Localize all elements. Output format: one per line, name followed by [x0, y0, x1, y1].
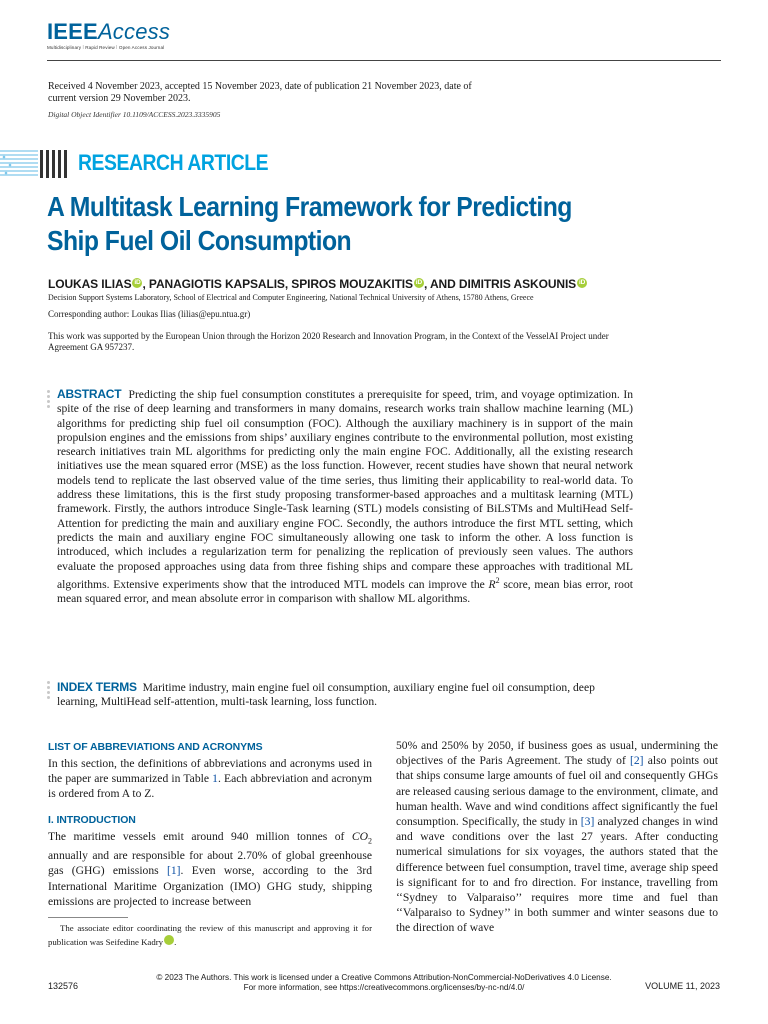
right-column — [396, 738, 718, 936]
header-divider — [47, 60, 721, 61]
orcid-icon[interactable]: iD — [164, 935, 174, 945]
right-column-paragraph — [396, 738, 718, 936]
section-heading-abbreviations: LIST OF ABBREVIATIONS AND ACRONYMS — [48, 741, 263, 753]
citation-link-1[interactable]: [1] — [166, 864, 181, 878]
index-terms-heading: INDEX TERMS — [57, 680, 137, 694]
publication-dates: Received 4 November 2023, accepted 15 November 2023, date of publication 21 November 2023, date of current version 29 November 2023. — [48, 81, 472, 104]
author-1: LOUKAS ILIAS — [48, 277, 132, 291]
journal-name-bold: IEEE — [47, 19, 98, 44]
footnote-text: The associate editor coordinating the review of this manuscript and approving it for publication was Seifedine Kadry — [48, 922, 372, 947]
license-link[interactable]: For more information, see https://creativecommons.org/licenses/by-nc-nd/4.0/ — [243, 983, 525, 992]
editor-footnote: The associate editor coordinating the review of this manuscript and approving it for publication was Seifedine Kadry iD. — [48, 922, 372, 947]
doi[interactable]: Digital Object Identifier 10.1109/ACCESS.2023.3335905 — [48, 110, 221, 119]
citation-link-3[interactable]: [3] — [580, 815, 595, 829]
right-text-1: 50% and 250% by 2050, if business goes as usual, undermining the objectives of the Paris Agreement. The study of — [396, 739, 718, 768]
journal-tagline: Multidisciplinary ⁞ Rapid Review ⁞ Open Access Journal — [47, 45, 165, 50]
orcid-icon[interactable]: iD — [578, 279, 586, 286]
abbreviations-paragraph — [48, 756, 372, 802]
banner-lines-icon — [0, 148, 38, 180]
section-heading-introduction: I. INTRODUCTION — [48, 813, 136, 826]
intro-text: The maritime vessels emit around 940 million tonnes of — [48, 829, 352, 843]
right-text-3: analyzed changes in wind and wave conditions over the last 27 years. After conducting numerical simulations for six voyages, the authors stated that the difference between fuel consumption, travel time, average ship speed is significant for to and fro direction. For instance, travelling from ‘‘Sydney to Valparaiso’’ requires more time and fuel than ‘‘Valparaiso to Sydney’’ in both summer and winter seasons due to the direction of wave — [396, 815, 718, 935]
journal-name — [47, 20, 170, 44]
citation-link-2[interactable]: [2] — [630, 754, 644, 768]
intro-text-3: . Even worse, according to the 3rd International Maritime Organization (IMO) GHG study, shipping emissions are projected to increase between — [48, 864, 372, 908]
authors-last: , AND DIMITRIS ASKOUNIS — [423, 277, 577, 291]
journal-logo — [47, 20, 170, 50]
abstract-text-end: score, mean bias error, root mean squared error, and mean absolute error in comparison with shallow ML algorithms. — [57, 577, 633, 606]
license-notice: © 2023 The Authors. This work is licensed under a Creative Commons Attribution-NonCommercial-NoDerivatives 4.0 License. — [156, 973, 612, 982]
left-column — [48, 738, 372, 949]
author-list — [48, 277, 728, 291]
funding-statement: This work was supported by the European Union through the Horizon 2020 Research and Innovation Program, in the Context of the VesselAI Project under Agreement GA 957237. — [48, 331, 609, 352]
article-type: RESEARCH ARTICLE — [78, 150, 269, 175]
co2-subscript: 2 — [368, 835, 372, 845]
abbreviations-text: In this section, the definitions of abbreviations and acronyms used in the paper are summarized in Table — [48, 757, 372, 786]
r2-superscript: 2 — [495, 575, 500, 585]
footnote-divider — [48, 917, 128, 918]
page-number: 132576 — [48, 981, 79, 991]
r2-symbol: R — [488, 577, 496, 591]
index-terms-text: Maritime industry, main engine fuel oil consumption, auxiliary engine fuel oil consumption, deep learning, MultiHead self-attention, multi-task learning, loss function. — [57, 681, 595, 709]
journal-name-italic: Access — [97, 19, 171, 44]
intro-text-2: annually and are responsible for about 2.70% of global greenhouse gas (GHG) emissions — [48, 849, 372, 878]
orcid-icon[interactable]: iD — [415, 279, 423, 286]
banner-bars-icon — [40, 148, 72, 180]
article-type-banner — [0, 148, 270, 180]
abstract-heading: ABSTRACT — [57, 387, 122, 401]
index-terms-dots-icon — [47, 681, 51, 701]
corresponding-author: Corresponding author: Loukas Ilias (lilias@epu.ntua.gr) — [48, 309, 251, 319]
volume-label: VOLUME 11, 2023 — [645, 981, 720, 991]
index-terms — [57, 680, 633, 710]
abstract — [57, 387, 633, 606]
table-ref-link[interactable]: 1 — [212, 772, 218, 786]
right-text-2: also points out that ships consume large amounts of fuel oil and consequently GHGs are released causing serious damage to the environment, climate, and human health. Wave and wind conditions affect significantly the fuel consumption. Specifically, the study in — [396, 754, 718, 829]
introduction-paragraph — [48, 829, 372, 909]
abstract-dots-icon — [47, 390, 51, 410]
abstract-text: Predicting the ship fuel consumption constitutes a prerequisite for speed, trim, and voyage optimization. In spite of the rise of deep learning and transformers in many domains, research works train shallow machine learning (ML) algorithms for predicting ship fuel oil consumption (FOC). Although the auxiliary machinery is in support of the main propulsion engines and the emissions from ships’ auxiliary engines contribute to the environmental pollution, most existing research initiatives train ML algorithms for predicting only the main engine FOC. Additionally, all the existing research initiatives use the mean squared error (MSE) as the loss function. However, recent studies have shown that neural network models tend to replicate the last observed value of the time series, thus limiting their applicability to real-world data. To address these limitations, this is the first study proposing transformer-based approaches and a multitask learning (MTL) framework. Firstly, the authors introduce Single-Task learning (STL) models consisting of BiLSTMs and MultiHead Self-Attention for predicting the main and auxiliary engine FOC. Secondly, the authors introduce the first MTL setting, which predicts the main and auxiliary engine FOC simultaneously allowing one task to inform the other. A loss function is introduced, which includes a regularization term for penalizing the replication of previously seen values. The authors evaluate the proposed approaches using data from three fishing ships and compare these approaches with traditional ML algorithms. Extensive experiments show that the introduced MTL models can improve the — [57, 388, 634, 591]
abbreviations-text-end: . Each abbreviation and acronym is ordered from A to Z. — [48, 772, 372, 801]
affiliation: Decision Support Systems Laboratory, School of Electrical and Computer Engineering, National Technical University of Athens, 15780 Athens, Greece — [48, 293, 534, 302]
authors-middle: , PANAGIOTIS KAPSALIS, SPIROS MOUZAKITIS — [142, 277, 413, 291]
orcid-icon[interactable]: iD — [134, 279, 141, 286]
paper-title: A Multitask Learning Framework for Predicting Ship Fuel Oil Consumption — [47, 191, 572, 256]
co2-symbol: CO — [351, 829, 368, 843]
